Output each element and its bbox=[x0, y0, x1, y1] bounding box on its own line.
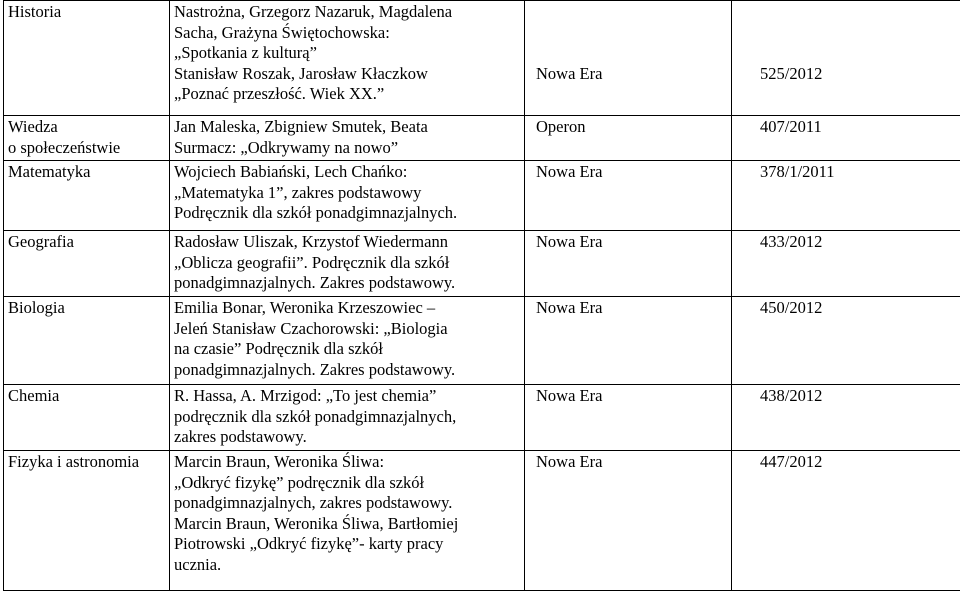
publisher-name: Operon bbox=[536, 117, 586, 136]
table-row bbox=[4, 116, 960, 161]
table-row bbox=[4, 161, 960, 231]
book-line: Wojciech Babiański, Lech Chańko: bbox=[174, 162, 408, 181]
table-row bbox=[4, 231, 960, 297]
book-line: ponadgimnazjalnych. Zakres podstawowy. bbox=[174, 359, 456, 379]
book-line: „Odkryć fizykę” podręcznik dla szkół bbox=[174, 472, 425, 492]
approval-number: 438/2012 bbox=[760, 386, 823, 405]
book-cell bbox=[170, 231, 525, 297]
book-line: Podręcznik dla szkół ponadgimnazjalnych. bbox=[174, 203, 458, 223]
book-line: Jeleń Stanisław Czachorowski: „Biologia bbox=[174, 318, 448, 338]
approval-number-cell bbox=[732, 297, 960, 385]
publisher-name: Nowa Era bbox=[536, 386, 603, 405]
subject-line: Biologia bbox=[8, 298, 65, 317]
approval-number: 450/2012 bbox=[760, 298, 823, 317]
approval-number-cell bbox=[732, 385, 960, 451]
publisher-cell bbox=[525, 231, 732, 297]
approval-number: 525/2012 bbox=[760, 63, 823, 83]
book-line: „Matematyka 1”, zakres podstawowy bbox=[174, 182, 422, 202]
book-line: ucznia. bbox=[174, 554, 222, 574]
subject-line: Historia bbox=[8, 2, 62, 21]
textbook-table bbox=[3, 0, 960, 591]
publisher-name: Nowa Era bbox=[536, 452, 603, 471]
book-line: na czasie” Podręcznik dla szkół bbox=[174, 339, 383, 359]
subject-line: Geografia bbox=[8, 232, 74, 251]
book-line: R. Hassa, A. Mrzigod: „To jest chemia” bbox=[174, 386, 437, 405]
subject-cell bbox=[4, 161, 170, 231]
book-cell bbox=[170, 161, 525, 231]
publisher-cell bbox=[525, 297, 732, 385]
publisher-cell bbox=[525, 1, 732, 116]
subject-cell bbox=[4, 297, 170, 385]
approval-number-cell bbox=[732, 1, 960, 116]
subject-cell bbox=[4, 231, 170, 297]
publisher-name: Nowa Era bbox=[536, 232, 603, 251]
subject-cell bbox=[4, 116, 170, 161]
book-line: Radosław Uliszak, Krzystof Wiedermann bbox=[174, 232, 448, 251]
approval-number: 378/1/2011 bbox=[760, 162, 835, 181]
subject-line: Wiedza bbox=[8, 117, 58, 136]
table-row bbox=[4, 1, 960, 116]
subject-line: Fizyka i astronomia bbox=[8, 452, 140, 471]
book-line: Surmacz: „Odkrywamy na nowo” bbox=[174, 137, 399, 157]
publisher-name: Nowa Era bbox=[536, 162, 603, 181]
table-row bbox=[4, 451, 960, 591]
book-line: „Spotkania z kulturą” bbox=[174, 43, 317, 63]
book-cell bbox=[170, 385, 525, 451]
subject-cell bbox=[4, 451, 170, 591]
book-cell bbox=[170, 116, 525, 161]
book-line: Sacha, Grażyna Świętochowska: bbox=[174, 22, 390, 42]
approval-number-cell bbox=[732, 231, 960, 297]
approval-number-cell bbox=[732, 451, 960, 591]
book-line: podręcznik dla szkół ponadgimnazjalnych, bbox=[174, 406, 457, 426]
subject-line: Chemia bbox=[8, 386, 60, 405]
publisher-cell bbox=[525, 116, 732, 161]
subject-cell bbox=[4, 1, 170, 116]
book-cell bbox=[170, 451, 525, 591]
book-line: zakres podstawowy. bbox=[174, 427, 307, 447]
book-line: ponadgimnazjalnych, zakres podstawowy. bbox=[174, 493, 453, 513]
subject-cell bbox=[4, 385, 170, 451]
subject-line: Matematyka bbox=[8, 162, 91, 181]
publisher-cell bbox=[525, 385, 732, 451]
publisher-name: Nowa Era bbox=[536, 298, 603, 317]
approval-number: 407/2011 bbox=[760, 117, 822, 136]
approval-number: 447/2012 bbox=[760, 452, 823, 471]
table-row bbox=[4, 385, 960, 451]
book-line: „Poznać przeszłość. Wiek XX.” bbox=[174, 84, 385, 104]
book-line: Jan Maleska, Zbigniew Smutek, Beata bbox=[174, 117, 428, 136]
book-line: Piotrowski „Odkryć fizykę”- karty pracy bbox=[174, 534, 444, 554]
book-line: ponadgimnazjalnych. Zakres podstawowy. bbox=[174, 273, 456, 293]
approval-number-cell bbox=[732, 161, 960, 231]
book-line: Marcin Braun, Weronika Śliwa, Bartłomiej bbox=[174, 513, 459, 533]
publisher-cell bbox=[525, 161, 732, 231]
book-line: Marcin Braun, Weronika Śliwa: bbox=[174, 452, 385, 471]
book-cell bbox=[170, 1, 525, 116]
table-row bbox=[4, 297, 960, 385]
book-line: Emilia Bonar, Weronika Krzeszowiec – bbox=[174, 298, 436, 317]
publisher-cell bbox=[525, 451, 732, 591]
subject-line: o społeczeństwie bbox=[8, 137, 121, 157]
approval-number: 433/2012 bbox=[760, 232, 823, 251]
publisher-name: Nowa Era bbox=[536, 63, 603, 83]
approval-number-cell bbox=[732, 116, 960, 161]
book-line: Nastrożna, Grzegorz Nazaruk, Magdalena bbox=[174, 2, 453, 21]
book-line: Stanisław Roszak, Jarosław Kłaczkow bbox=[174, 63, 428, 83]
book-cell bbox=[170, 297, 525, 385]
book-line: „Oblicza geografii”. Podręcznik dla szkół bbox=[174, 252, 450, 272]
